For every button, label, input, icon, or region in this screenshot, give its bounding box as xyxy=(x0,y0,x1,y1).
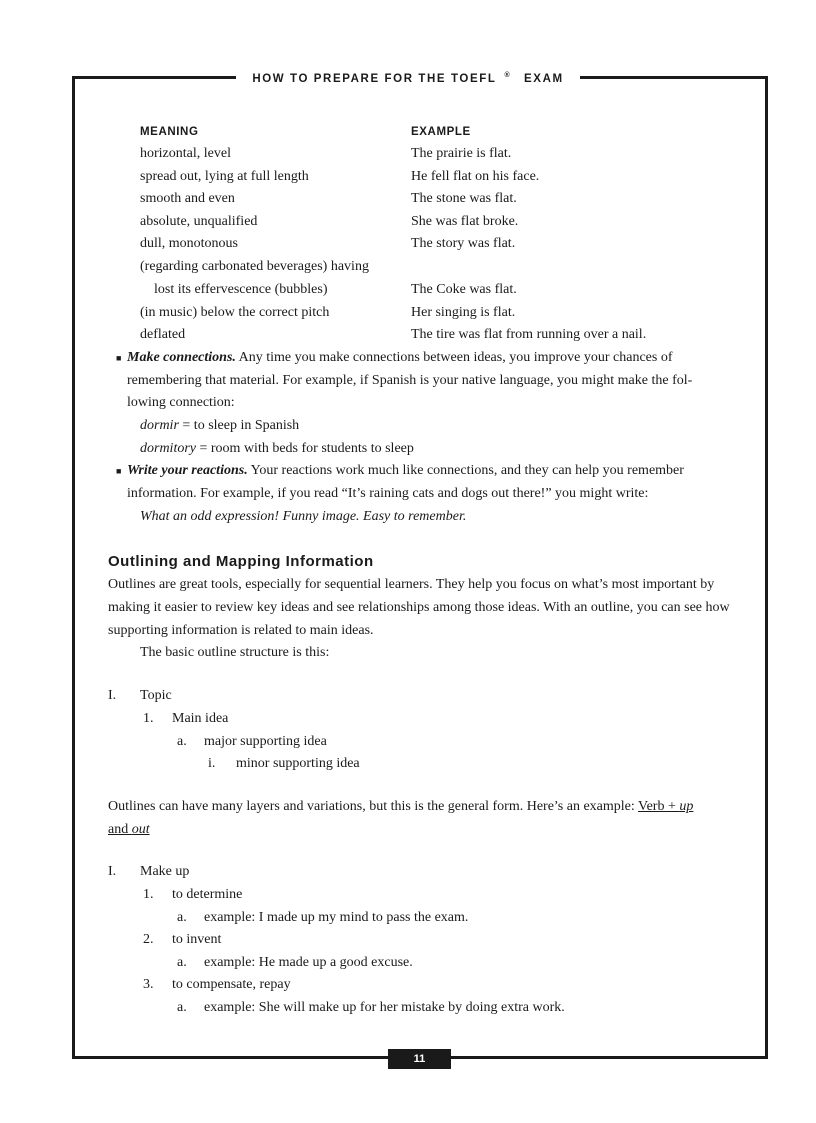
meaning-cell: (in music) below the correct pitch xyxy=(140,305,330,320)
outline-marker: 1. xyxy=(143,887,154,902)
square-bullet-icon: ■ xyxy=(116,353,122,363)
paragraph-line: Outlines are great tools, especially for sequential learners. They help you focus on what’s most important by xyxy=(108,577,715,592)
meaning-column-header: MEANING xyxy=(140,126,199,138)
outline-main-idea: to determine xyxy=(172,887,243,902)
meaning-cell: absolute, unqualified xyxy=(140,214,258,229)
example-link-text: Verb + xyxy=(638,799,680,814)
header-title: HOW TO PREPARE FOR THE TOEFL xyxy=(244,73,504,85)
outline-marker: 3. xyxy=(143,977,154,992)
outline-marker: a. xyxy=(177,734,187,749)
paragraph-line: supporting information is related to main ideas. xyxy=(108,623,374,638)
example-cell: The Coke was flat. xyxy=(411,282,517,297)
example-definition: = room with beds for students to sleep xyxy=(196,441,414,456)
outline-marker: 2. xyxy=(143,932,154,947)
reaction-example xyxy=(140,508,466,526)
section-heading: Outlining and Mapping Information xyxy=(108,553,374,570)
example-link-text: out xyxy=(131,822,150,837)
meaning-cell: smooth and even xyxy=(140,191,235,206)
bullet-make-connections xyxy=(127,349,673,367)
meaning-cell: deflated xyxy=(140,327,186,342)
bullet-title: Write your reactions. xyxy=(127,463,248,478)
page-number: 11 xyxy=(388,1049,451,1069)
example-column-header: EXAMPLE xyxy=(411,126,471,138)
running-header xyxy=(0,69,816,87)
example-definition: = to sleep in Spanish xyxy=(178,418,300,433)
bullet-text-line: information. For example, if you read “It’s raining cats and dogs out there!” you might write: xyxy=(127,486,649,501)
square-bullet-icon: ■ xyxy=(116,466,122,476)
reaction-example-text: What an odd expression! Funny image. Easy to remember. xyxy=(140,509,467,524)
outline-topic: Topic xyxy=(140,688,172,703)
outline-topic: Make up xyxy=(140,864,190,879)
paragraph-text: Outlines can have many layers and variations, but this is the general form. Here’s an example: xyxy=(108,799,639,814)
bullet-text-line: remembering that material. For example, if Spanish is your native language, you might make the fol- xyxy=(127,373,693,388)
example-link xyxy=(108,822,150,837)
outline-marker: I. xyxy=(108,864,117,879)
outline-main-idea: to invent xyxy=(172,932,222,947)
outline-minor-idea: minor supporting idea xyxy=(236,756,360,771)
outline-marker: 1. xyxy=(143,711,154,726)
example-term: dormir xyxy=(140,418,179,433)
header-title-end: EXAM xyxy=(511,73,571,85)
paragraph-line: making it easier to review key ideas and see relationships among those ideas. With an outline, you can see how xyxy=(108,600,730,615)
outline-major-idea: major supporting idea xyxy=(204,734,327,749)
registered-mark: ® xyxy=(504,72,512,80)
meaning-cell: lost its effervescence (bubbles) xyxy=(154,282,328,297)
outline-main-idea: Main idea xyxy=(172,711,229,726)
meaning-cell: (regarding carbonated beverages) having xyxy=(140,259,369,274)
outline-marker: I. xyxy=(108,688,117,703)
outline-example: example: I made up my mind to pass the exam. xyxy=(204,910,469,925)
outline-main-idea: to compensate, repay xyxy=(172,977,291,992)
bullet-write-reactions xyxy=(127,462,684,480)
example-cell: The prairie is flat. xyxy=(411,146,512,161)
example-link-text: up xyxy=(679,799,694,814)
example-cell: He fell flat on his face. xyxy=(411,169,540,184)
meaning-cell: dull, monotonous xyxy=(140,236,239,251)
outline-marker: a. xyxy=(177,955,187,970)
connection-example xyxy=(140,440,414,458)
paragraph-line xyxy=(108,798,693,816)
example-cell: She was flat broke. xyxy=(411,214,519,229)
bullet-text: Your reactions work much like connections, and they can help you remember xyxy=(247,463,684,478)
example-cell: Her singing is flat. xyxy=(411,305,516,320)
outline-example: example: She will make up for her mistake by doing extra work. xyxy=(204,1000,565,1015)
example-cell: The stone was flat. xyxy=(411,191,517,206)
example-cell: The story was flat. xyxy=(411,236,516,251)
frame-right-border xyxy=(765,76,768,1059)
bullet-text-line: lowing connection: xyxy=(127,395,235,410)
paragraph-line xyxy=(108,821,150,839)
outline-marker: a. xyxy=(177,910,187,925)
bullet-title: Make connections. xyxy=(127,350,236,365)
frame-left-border xyxy=(72,76,75,1059)
outline-example: example: He made up a good excuse. xyxy=(204,955,413,970)
outline-marker: i. xyxy=(208,756,216,771)
outline-marker: a. xyxy=(177,1000,187,1015)
example-term: dormitory xyxy=(140,441,196,456)
bullet-text: Any time you make connections between ideas, you improve your chances of xyxy=(235,350,673,365)
meaning-cell: spread out, lying at full length xyxy=(140,169,309,184)
paragraph-line: The basic outline structure is this: xyxy=(140,645,330,660)
connection-example xyxy=(140,417,299,435)
example-cell: The tire was flat from running over a nail. xyxy=(411,327,647,342)
example-link-text: and xyxy=(108,822,132,837)
example-link xyxy=(638,799,693,814)
meaning-cell: horizontal, level xyxy=(140,146,231,161)
